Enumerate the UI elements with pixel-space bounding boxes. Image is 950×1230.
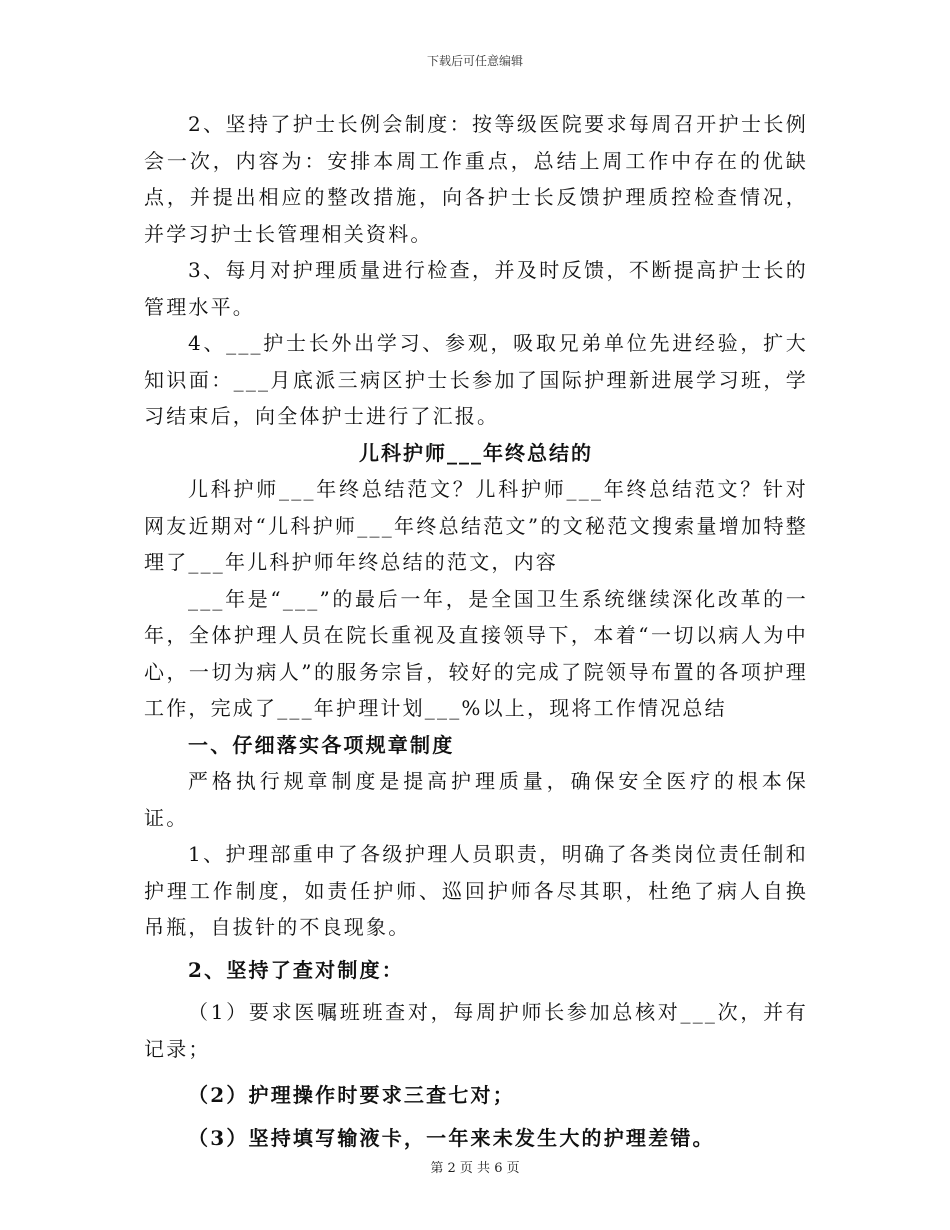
paragraph-year-summary: ___年是“___”的最后一年，是全国卫生系统继续深化改革的一年，全体护理人员在院长重视及直接领导下，本着“一切以病人为中心，一切为病人”的服务宗旨，较好的完成了院领导布置的各项护理工作，完成了___年护理计划___%以上，现将工作情况总结 bbox=[144, 586, 808, 720]
paragraph-study-visit: 4、___护士长外出学习、参观，吸取兄弟单位先进经验，扩大知识面：___月底派三病区护士长参加了国际护理新进展学习班，学习结束后，向全体护士进行了汇报。 bbox=[144, 331, 808, 428]
document-body bbox=[144, 106, 808, 1156]
paragraph-quality-check: 3、每月对护理质量进行检查，并及时反馈，不断提高护士长的管理水平。 bbox=[144, 258, 808, 319]
paragraph-intro: 儿科护师___年终总结范文？儿科护师___年终总结范文？针对网友近期对“儿科护师___年终总结范文”的文秘范文搜索量增加特整理了___年儿科护师年终总结的范文，内容 bbox=[144, 477, 808, 574]
list-item-3: （3）坚持填写输液卡，一年来未发生大的护理差错。 bbox=[188, 1125, 715, 1150]
paragraph-regulations: 严格执行规章制度是提高护理质量，确保安全医疗的根本保证。 bbox=[144, 769, 808, 830]
heading-regulations: 一、仔细落实各项规章制度 bbox=[188, 732, 455, 757]
paragraph-responsibilities: 1、护理部重申了各级护理人员职责，明确了各类岗位责任制和护理工作制度，如责任护师、巡回护师各尽其职，杜绝了病人自换吊瓶，自拔针的不良现象。 bbox=[144, 842, 808, 939]
heading-checking-system: 2、坚持了查对制度： bbox=[188, 957, 404, 982]
header-note: 下载后可任意编辑 bbox=[426, 54, 523, 68]
list-item-2: （2）护理操作时要求三查七对； bbox=[188, 1083, 515, 1107]
section-title: 儿科护师___年终总结的 bbox=[359, 440, 593, 465]
list-item-1: （1）要求医嘱班班查对，每周护师长参加总核对___次，并有记录； bbox=[144, 1000, 808, 1061]
page-number: 第 2 页 共 6 页 bbox=[430, 1161, 520, 1176]
paragraph-nurse-meeting: 2、坚持了护士长例会制度：按等级医院要求每周召开护士长例会一次，内容为：安排本周工作重点，总结上周工作中存在的优缺点，并提出相应的整改措施，向各护士长反馈护理质控检查情况，并学习护士长管理相关资料。 bbox=[144, 112, 808, 246]
